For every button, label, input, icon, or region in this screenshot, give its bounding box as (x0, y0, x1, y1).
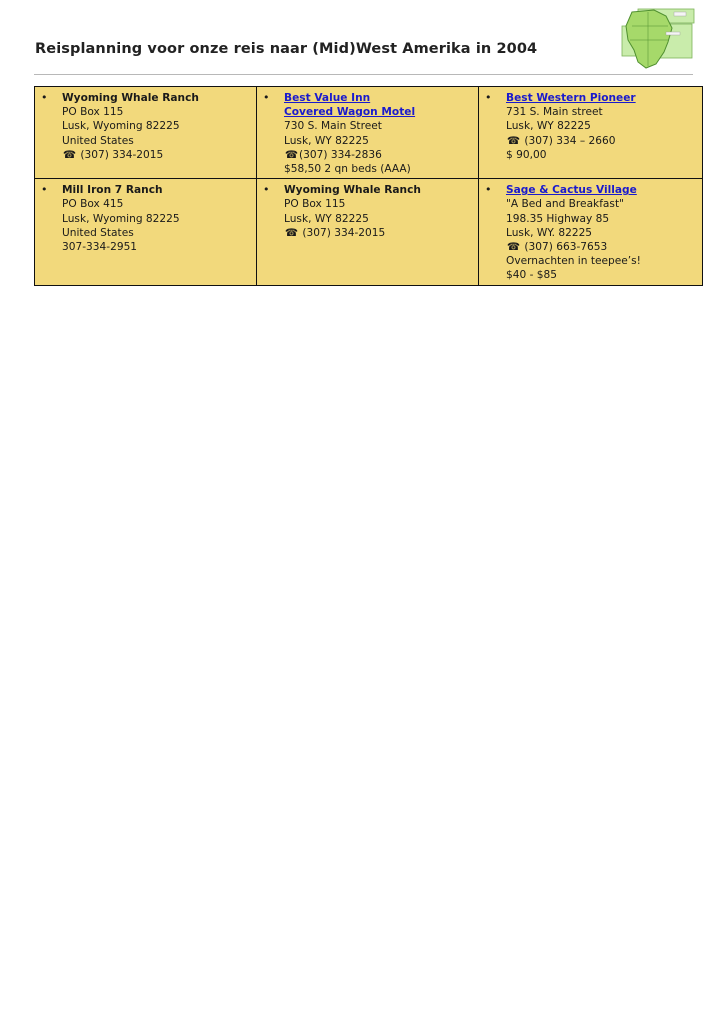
header-divider (34, 74, 693, 75)
lodging-link[interactable]: Sage & Cactus Village (506, 184, 637, 197)
bullet-icon: • (41, 91, 48, 104)
phone-icon: ☎ (284, 226, 299, 239)
lodging-name: Wyoming Whale Ranch (284, 184, 421, 197)
bullet-icon: • (263, 183, 270, 197)
price-line: $58,50 2 qn beds (AAA) (284, 163, 411, 176)
table-row (35, 179, 703, 285)
lodging-link[interactable]: Best Western Pioneer (506, 92, 636, 104)
address-line: PO Box 115 (284, 198, 346, 211)
lodging-name: Wyoming Whale Ranch (62, 92, 199, 104)
phone-icon: ☎ (506, 241, 521, 254)
address-line: 730 S. Main Street (284, 120, 382, 133)
address-line: Lusk, WY 82225 (506, 120, 591, 133)
address-line: 198.35 Highway 85 (506, 212, 610, 225)
phone-line (284, 148, 474, 162)
address-line: Lusk, WY. 82225 (506, 226, 593, 239)
phone-number: (307) 334-2015 (302, 226, 386, 239)
lodging-link[interactable]: Best Value Inn (284, 92, 371, 104)
page-title: Reisplanning voor onze reis naar (Mid)West Amerika in 2004 (35, 41, 538, 57)
bullet-icon: • (485, 183, 492, 197)
address-line: 731 S. Main street (506, 106, 603, 119)
table-row (35, 87, 703, 179)
address-line: Lusk, Wyoming 82225 (62, 212, 180, 225)
lodging-cell (35, 179, 257, 285)
phone-number: (307) 334-2836 (299, 148, 382, 161)
phone-number: 307-334-2951 (62, 241, 138, 254)
phone-number: (307) 334 – 2660 (524, 134, 616, 147)
phone-number: (307) 334-2015 (80, 148, 164, 161)
map-icon (614, 6, 698, 72)
address-line: United States (62, 134, 134, 147)
address-line: PO Box 115 (62, 106, 124, 119)
tagline: "A Bed and Breakfast" (506, 198, 624, 211)
address-line: PO Box 415 (62, 198, 124, 211)
bullet-icon: • (263, 91, 270, 104)
bullet-icon: • (41, 183, 48, 197)
address-line: United States (62, 226, 134, 239)
phone-icon: ☎ (62, 148, 77, 161)
lodging-cell (35, 87, 257, 179)
address-line: Lusk, Wyoming 82225 (62, 120, 180, 133)
price-line: $40 - $85 (506, 269, 557, 282)
lodging-cell (479, 179, 703, 285)
lodging-cell (479, 87, 703, 179)
phone-line (62, 148, 252, 162)
lodging-link[interactable]: Covered Wagon Motel (284, 106, 416, 119)
bullet-icon: • (485, 91, 492, 104)
phone-line (506, 134, 698, 148)
lodging-cell (257, 87, 479, 179)
lodging-cell (257, 179, 479, 285)
phone-icon: ☎ (284, 148, 299, 161)
phone-line (506, 240, 698, 254)
lodging-table (34, 86, 703, 286)
lodging-name: Mill Iron 7 Ranch (62, 184, 163, 197)
price-line: $ 90,00 (506, 148, 547, 161)
note-line: Overnachten in teepee’s! (506, 255, 641, 268)
phone-number: (307) 663-7653 (524, 241, 608, 254)
address-line: Lusk, WY 82225 (284, 212, 369, 225)
phone-icon: ☎ (506, 134, 521, 147)
address-line: Lusk, WY 82225 (284, 134, 369, 147)
phone-line (284, 226, 474, 240)
